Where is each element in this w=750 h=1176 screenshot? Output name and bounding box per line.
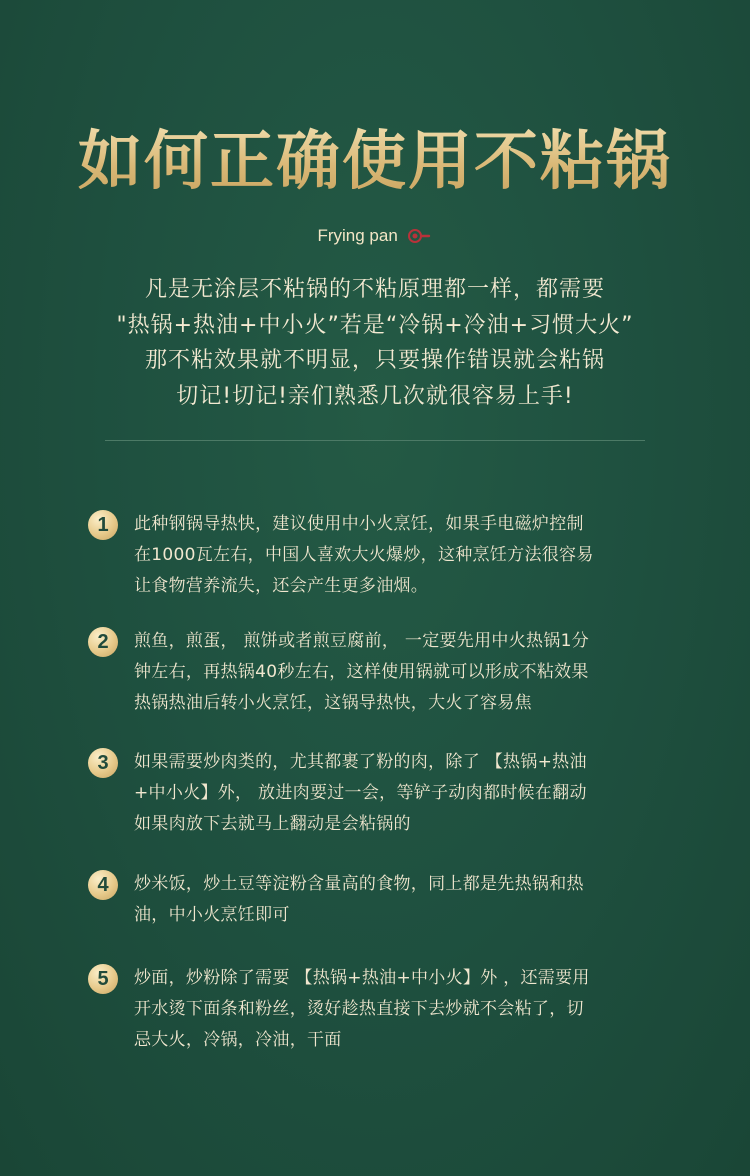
- tip-line: 开水烫下面条和粉丝，烫好趁热直接下去炒就不会粘了，切: [134, 999, 584, 1019]
- page-title: 如何正确使用不粘锅: [0, 122, 750, 202]
- frying-pan-icon: [407, 228, 433, 250]
- tip-text: [134, 626, 679, 719]
- tip-line: 如果需要炒肉类的，尤其都裹了粉的肉，除了 【热锅+热油: [134, 752, 587, 772]
- tip-line: 炒米饭，炒土豆等淀粉含量高的食物，同上都是先热锅和热: [134, 874, 584, 894]
- tip-text: [134, 869, 679, 931]
- tip-line: 忌大火，冷锅，冷油，干面: [134, 1030, 342, 1050]
- tip-line: 此种钢锅导热快，建议使用中小火烹饪，如果手电磁炉控制: [134, 514, 584, 534]
- intro-paragraph: [60, 272, 690, 414]
- number-badge: 5: [88, 964, 118, 994]
- intro-line: 那不粘效果就不明显，只要操作错误就会粘锅: [144, 348, 605, 373]
- tip-line: +中小火】外， 放进肉要过一会，等铲子动肉都时候在翻动: [134, 783, 587, 803]
- number-badge: 3: [88, 748, 118, 778]
- tip-text: [134, 747, 679, 840]
- subtitle-row: [0, 225, 750, 250]
- number-badge: 2: [88, 627, 118, 657]
- intro-line: 凡是无涂层不粘锅的不粘原理都一样，都需要: [144, 277, 605, 302]
- divider: [105, 440, 645, 441]
- intro-line: "热锅+热油+中小火”若是“冷锅+冷油+习惯大火”: [116, 312, 634, 338]
- subtitle: Frying pan: [317, 226, 398, 245]
- tip-line: 如果肉放下去就马上翻动是会粘锅的: [134, 814, 411, 834]
- tip-line: 煎鱼，煎蛋， 煎饼或者煎豆腐前， 一定要先用中火热锅1分: [134, 631, 590, 651]
- intro-line: 切记!切记!亲们熟悉几次就很容易上手!: [176, 383, 574, 409]
- number-badge: 1: [88, 510, 118, 540]
- tip-line: 让食物营养流失，还会产生更多油烟。: [134, 576, 429, 596]
- tip-text: [134, 509, 679, 602]
- tip-line: 钟左右，再热锅40秒左右，这样使用锅就可以形成不粘效果: [134, 662, 589, 682]
- tip-line: 油，中小火烹饪即可: [134, 905, 290, 925]
- tip-line: 热锅热油后转小火烹饪，这锅导热快，大火了容易焦: [134, 693, 532, 713]
- tip-text: [134, 963, 679, 1056]
- tip-line: 炒面，炒粉除了需要 【热锅+热油+中小火】外 ，还需要用: [134, 968, 590, 988]
- number-badge: 4: [88, 870, 118, 900]
- tip-line: 在1000瓦左右，中国人喜欢大火爆炒，这种烹饪方法很容易: [134, 545, 594, 565]
